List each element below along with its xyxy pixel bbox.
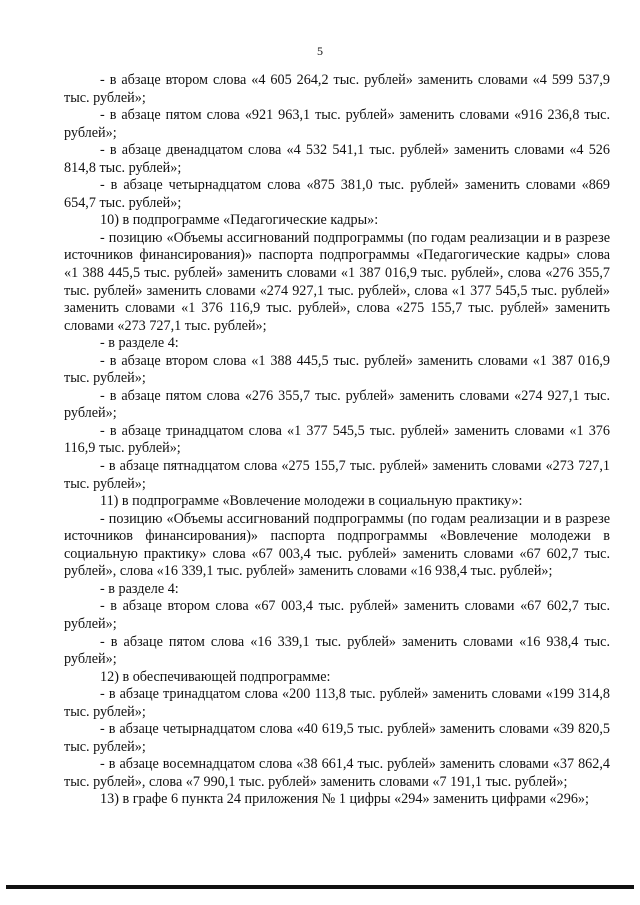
paragraph: - в абзаце втором слова «4 605 264,2 тыс. рублей» заменить словами «4 599 537,9 тыс. рублей»; — [64, 72, 610, 106]
paragraph: - в абзаце тринадцатом слова «200 113,8 тыс. рублей» заменить словами «199 314,8 тыс. рублей»; — [64, 686, 610, 720]
paragraph: - в абзаце пятом слова «921 963,1 тыс. рублей» заменить словами «916 236,8 тыс. рублей»; — [64, 107, 610, 141]
paragraph: - позицию «Объемы ассигнований подпрограммы (по годам реализации и в разрезе источников финансирования)» паспорта подпрограммы «Вовлечение молодежи в социальную практику» слова «67 003,4 тыс. рублей» заменить словами «67 602,7 тыс. рублей», слова «16 339,1 тыс. рублей» заменить словами «16 938,4 тыс. рублей»; — [64, 510, 610, 580]
paragraph: - в разделе 4: — [100, 335, 179, 352]
paragraph: - в абзаце пятнадцатом слова «275 155,7 тыс. рублей» заменить словами «273 727,1 тыс. рублей»; — [64, 458, 610, 492]
paragraph: - в абзаце пятом слова «16 339,1 тыс. рублей» заменить словами «16 938,4 тыс. рублей»; — [64, 633, 610, 668]
page-number: 5 — [317, 44, 323, 58]
paragraph: - в абзаце пятом слова «276 355,7 тыс. рублей» заменить словами «274 927,1 тыс. рублей»; — [64, 387, 610, 422]
paragraph: - позицию «Объемы ассигнований подпрограммы (по годам реализации и в разрезе источников финансирования)» паспорта подпрограммы «Педагогические кадры» слова «1 388 445,5 тыс. рублей» заменить словами «1 387 016,9 тыс. рублей», слова «276 355,7 тыс. рублей» заменить словами «274 927,1 тыс. рублей», слова «1 377 545,5 тыс. рублей» заменить словами «1 376 116,9 тыс. рублей», слова «275 155,7 тыс. рублей» заменить словами «273 727,1 тыс. рублей»; — [64, 229, 610, 334]
paragraph: - в абзаце четырнадцатом слова «875 381,0 тыс. рублей» заменить словами «869 654,7 тыс. рублей»; — [64, 177, 610, 211]
paragraph: - в абзаце восемнадцатом слова «38 661,4 тыс. рублей» заменить словами «37 862,4 тыс. рублей», слова «7 990,1 тыс. рублей» заменить словами «7 191,1 тыс. рублей»; — [64, 756, 610, 790]
paragraph: - в абзаце четырнадцатом слова «40 619,5 тыс. рублей» заменить словами «39 820,5 тыс. рублей»; — [64, 721, 610, 755]
paragraph: - в абзаце двенадцатом слова «4 532 541,1 тыс. рублей» заменить словами «4 526 814,8 тыс. рублей»; — [64, 142, 610, 176]
paragraph: - в абзаце тринадцатом слова «1 377 545,5 тыс. рублей» заменить словами «1 376 116,9 тыс. рублей»; — [64, 422, 610, 457]
paragraph: - в абзаце втором слова «1 388 445,5 тыс. рублей» заменить словами «1 387 016,9 тыс. рублей»; — [64, 352, 610, 387]
section-heading: 10) в подпрограмме «Педагогические кадры»: — [100, 212, 379, 229]
paragraph: 13) в графе 6 пункта 24 приложения № 1 цифры «294» заменить цифрами «296»; — [100, 791, 589, 808]
document-body — [64, 72, 610, 809]
section-heading: 12) в обеспечивающей подпрограмме: — [100, 668, 331, 685]
footer-rule — [6, 885, 634, 889]
paragraph: - в разделе 4: — [100, 580, 179, 597]
paragraph: - в абзаце втором слова «67 003,4 тыс. рублей» заменить словами «67 602,7 тыс. рублей»; — [64, 598, 610, 632]
section-heading: 11) в подпрограмме «Вовлечение молодежи в социальную практику»: — [100, 493, 523, 510]
